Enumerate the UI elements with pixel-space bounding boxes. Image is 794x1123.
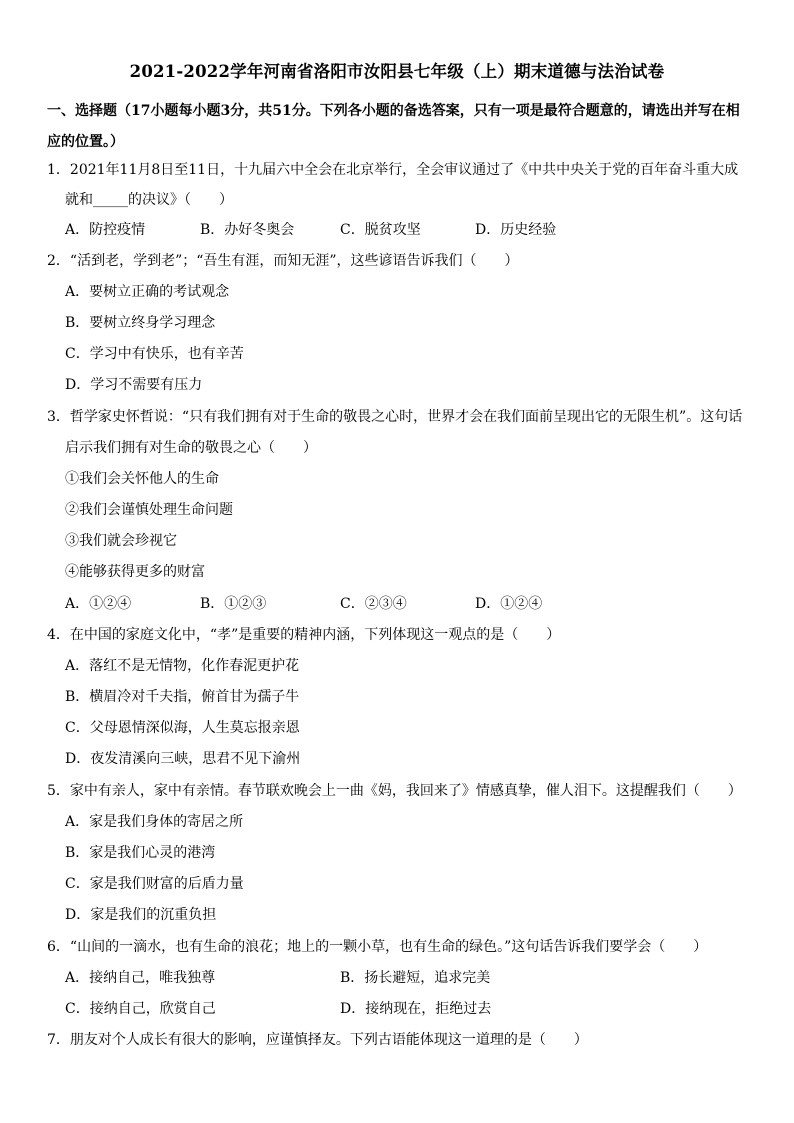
question-4-option-b: B．横眉冷对千夫指，俯首甘为孺子牛: [65, 689, 300, 705]
question-3-option-d: D．①②④: [475, 596, 543, 612]
question-1-option-b: B．办好冬奥会: [200, 222, 295, 238]
question-6-option-b: B．扬长避短，追求完美: [340, 970, 491, 986]
question-3-line-1: 3．哲学家史怀哲说：“只有我们拥有对于生命的敬畏之心时，世界才会在我们面前呈现出它的无限生机”。这句话: [47, 409, 743, 425]
exam-title: 2021-2022学年河南省洛阳市汝阳县七年级（上）期末道德与法治试卷: [129, 62, 665, 81]
question-6-option-c: C．接纳自己，欣赏自己: [65, 1001, 216, 1017]
question-3-item-2: ②我们会谨慎处理生命问题: [65, 502, 233, 518]
question-1-option-a: A．防控疫情: [65, 222, 146, 238]
question-1-option-c: C．脱贫攻坚: [340, 222, 421, 238]
question-4-option-d: D．夜发清溪向三峡，思君不见下渝州: [65, 751, 301, 767]
question-2-line-1: 2．“活到老，学到老”；“吾生有涯，而知无涯”，这些谚语告诉我们（ ）: [47, 253, 519, 269]
question-4-option-a: A．落红不是无情物，化作春泥更护花: [65, 658, 300, 674]
question-2-option-a: A．要树立正确的考试观念: [65, 284, 230, 300]
question-3-option-c: C．②③④: [340, 596, 407, 612]
question-4-line-1: 4．在中国的家庭文化中，“孝”是重要的精神内涵，下列体现这一观点的是（ ）: [47, 627, 561, 643]
question-3-option-a: A．①②④: [65, 596, 132, 612]
question-2-option-b: B．要树立终身学习理念: [65, 315, 216, 331]
question-1-line-1: 1．2021年11月8日至11日，十九届六中全会在北京举行，全会审议通过了《中共中央关于党的百年奋斗重大成: [47, 162, 739, 178]
question-5-option-c: C．家是我们财富的后盾力量: [65, 876, 244, 892]
question-5-line-1: 5．家中有亲人，家中有亲情。春节联欢晚会上一曲《妈，我回来了》情感真挚，催人泪下。这提醒我们（ ）: [47, 783, 742, 799]
question-6-option-d: D．接纳现在，拒绝过去: [340, 1001, 492, 1017]
section-heading: 一、选择题（17小题每小题3分，共51分。下列各小题的备选答案，只有一项是最符合题意的，请选出并写在相应的位置。）: [47, 103, 740, 150]
question-5-option-b: B．家是我们心灵的港湾: [65, 845, 216, 861]
question-3-option-b: B．①②③: [200, 596, 267, 612]
question-3-line-2: 启示我们拥有对生命的敬畏之心（ ）: [65, 440, 317, 456]
question-2-option-d: D．学习不需要有压力: [65, 377, 203, 393]
question-3-item-1: ①我们会关怀他人的生命: [65, 471, 219, 487]
question-3-item-4: ④能够获得更多的财富: [65, 564, 205, 580]
question-5-option-a: A．家是我们身体的寄居之所: [65, 814, 244, 830]
question-6-option-a: A．接纳自己，唯我独尊: [65, 970, 216, 986]
question-4-option-c: C．父母恩情深似海，人生莫忘报亲恩: [65, 720, 300, 736]
question-7-line-1: 7．朋友对个人成长有很大的影响，应谨慎择友。下列古语能体现这一道理的是（ ）: [47, 1032, 588, 1048]
question-5-option-d: D．家是我们的沉重负担: [65, 907, 217, 923]
question-2-option-c: C．学习中有快乐，也有辛苦: [65, 346, 244, 362]
question-6-line-1: 6．“山间的一滴水，也有生命的浪花；地上的一颗小草，也有生命的绿色。”这句话告诉我们要学会（ ）: [47, 939, 708, 955]
question-1-line-2: 就和_____的决议》（ ）: [65, 192, 233, 208]
question-3-item-3: ③我们就会珍视它: [65, 533, 177, 549]
question-1-option-d: D．历史经验: [475, 222, 557, 238]
